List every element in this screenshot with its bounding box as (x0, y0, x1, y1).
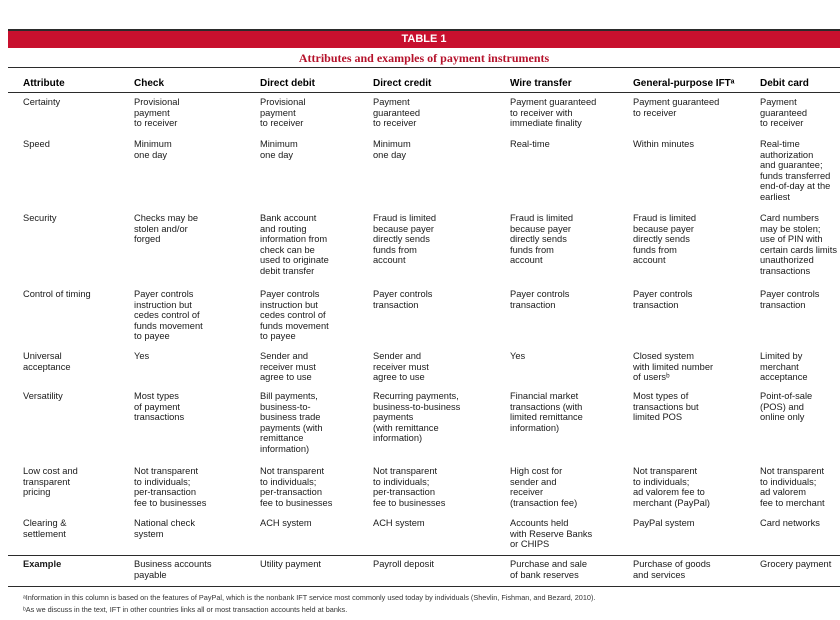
cell-debit-card: Payment guaranteed to receiver (760, 97, 808, 128)
header-row (0, 78, 840, 92)
cell-general-purpose-ift: Within minutes (633, 139, 694, 149)
cell-direct-credit: Payer controls transaction (373, 289, 433, 310)
cell-wire-transfer: Purchase and sale of bank reserves (510, 559, 588, 580)
table-label: TABLE 1 (8, 31, 840, 48)
header-attribute: Attribute (23, 78, 65, 89)
cell-wire-transfer: Fraud is limited because payer directly sends funds from account (510, 213, 574, 265)
cell-debit-card: Real-time authorization and guarantee; funds transferred end-of-day at the earliest (760, 139, 831, 202)
cell-general-purpose-ift: Payment guaranteed to receiver (633, 97, 720, 118)
cell-debit-card: Limited by merchant acceptance (760, 351, 808, 382)
footnote-b: ᵇAs we discuss in the text, IFT in other countries links all or most transaction accounts held at banks. (23, 605, 348, 614)
cell-direct-debit: Utility payment (260, 559, 321, 569)
footnote-a: ᵃInformation in this column is based on the features of PayPal, which is the nonbank IFT service most commonly used today by individuals (Shevlin, Fishman, and Bezard, 2010). (23, 593, 596, 602)
cell-direct-debit: Bank account and routing information from check can be used to originate debit transfer (260, 213, 329, 276)
cell-wire-transfer: Accounts held with Reserve Banks or CHIPS (510, 518, 593, 549)
row-label: Control of timing (23, 289, 91, 299)
cell-wire-transfer: High cost for sender and receiver (transaction fee) (510, 466, 578, 508)
cell-debit-card: Card numbers may be stolen; use of PIN with certain cards limits unauthorized transactions (760, 213, 837, 276)
header-wire-transfer: Wire transfer (510, 78, 572, 89)
row-label: Speed (23, 139, 50, 149)
cell-general-purpose-ift: PayPal system (633, 518, 695, 528)
row-label: Universal acceptance (23, 351, 71, 372)
row-label: Versatility (23, 391, 63, 401)
cell-general-purpose-ift: Not transparent to individuals; ad valorem fee to merchant (PayPal) (633, 466, 710, 508)
cell-check: Checks may be stolen and/or forged (134, 213, 199, 244)
cell-general-purpose-ift: Closed system with limited number of usersᵇ (633, 351, 714, 382)
cell-direct-credit: Sender and receiver must agree to use (373, 351, 429, 382)
table-subtitle: Attributes and examples of payment instruments (298, 51, 550, 65)
cell-wire-transfer: Real-time (510, 139, 550, 149)
cell-direct-credit: Payroll deposit (373, 559, 434, 569)
cell-debit-card: Point-of-sale (POS) and online only (760, 391, 813, 422)
cell-wire-transfer: Payment guaranteed to receiver with immediate finality (510, 97, 597, 128)
cell-direct-debit: Bill payments, business-to- business trade payments (with remittance information) (260, 391, 323, 454)
row-label: Clearing & settlement (23, 518, 67, 539)
header-direct-debit: Direct debit (260, 78, 316, 89)
row-label: Certainty (23, 97, 61, 107)
cell-general-purpose-ift: Payer controls transaction (633, 289, 693, 310)
cell-general-purpose-ift: Fraud is limited because payer directly sends funds from account (633, 213, 697, 265)
cell-check: Minimum one day (134, 139, 172, 160)
row-label: Example (23, 559, 62, 569)
cell-direct-debit: Provisional payment to receiver (260, 97, 306, 128)
cell-wire-transfer: Financial market transactions (with limited remittance information) (510, 391, 583, 433)
cell-general-purpose-ift: Purchase of goods and services (633, 559, 711, 580)
header-direct-credit: Direct credit (373, 78, 432, 89)
cell-check: Not transparent to individuals; per-transaction fee to businesses (134, 466, 207, 508)
cell-direct-debit: Sender and receiver must agree to use (260, 351, 316, 382)
cell-direct-credit: Not transparent to individuals; per-transaction fee to businesses (373, 466, 446, 508)
row-label: Security (23, 213, 57, 223)
cell-debit-card: Grocery payment (760, 559, 832, 569)
cell-wire-transfer: Payer controls transaction (510, 289, 570, 310)
cell-direct-credit: ACH system (373, 518, 425, 528)
cell-check: Yes (134, 351, 150, 361)
cell-check: Provisional payment to receiver (134, 97, 180, 128)
header-rule (8, 92, 840, 93)
cell-wire-transfer: Yes (510, 351, 526, 361)
header-general-purpose-ift: General-purpose IFTᵃ (633, 78, 735, 89)
cell-direct-debit: Minimum one day (260, 139, 298, 160)
header-debit-card: Debit card (760, 78, 809, 89)
bottom-rule (8, 586, 840, 587)
cell-check: Most types of payment transactions (134, 391, 185, 422)
example-rule (8, 555, 840, 556)
cell-direct-credit: Fraud is limited because payer directly sends funds from account (373, 213, 437, 265)
row-label: Low cost and transparent pricing (23, 466, 78, 497)
cell-debit-card: Not transparent to individuals; ad valorem fee to merchant (760, 466, 825, 508)
cell-check: Payer controls instruction but cedes control of funds movement to payee (134, 289, 203, 341)
cell-direct-debit: ACH system (260, 518, 312, 528)
cell-general-purpose-ift: Most types of transactions but limited POS (633, 391, 699, 422)
subtitle-rule (8, 67, 840, 68)
cell-debit-card: Payer controls transaction (760, 289, 820, 310)
cell-direct-credit: Payment guaranteed to receiver (373, 97, 421, 128)
cell-direct-debit: Payer controls instruction but cedes control of funds movement to payee (260, 289, 329, 341)
cell-check: Business accounts payable (134, 559, 212, 580)
cell-direct-credit: Minimum one day (373, 139, 411, 160)
cell-debit-card: Card networks (760, 518, 820, 528)
cell-direct-credit: Recurring payments, business-to-business payments (with remittance information) (373, 391, 461, 443)
cell-check: National check system (134, 518, 195, 539)
cell-direct-debit: Not transparent to individuals; per-transaction fee to businesses (260, 466, 333, 508)
header-check: Check (134, 78, 165, 89)
